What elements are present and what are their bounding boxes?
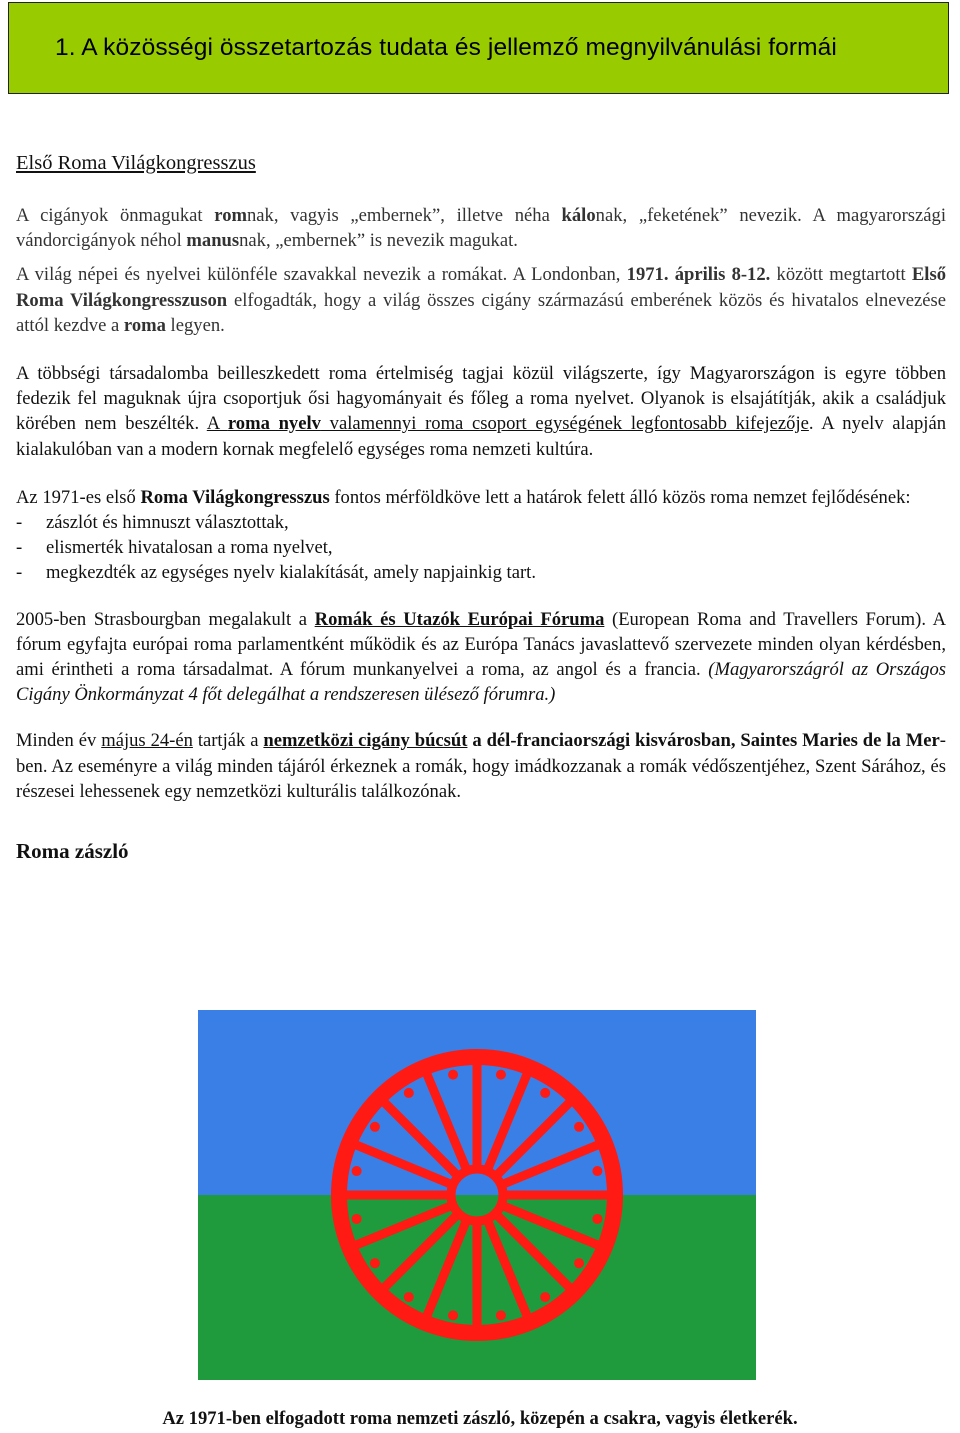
chakra-dot bbox=[540, 1292, 550, 1302]
underlined-bold-term: Romák és Utazók Európai Fóruma bbox=[314, 608, 605, 630]
bold-date: 1971. április 8-12. bbox=[626, 264, 771, 286]
list-item-text: megkezdték az egységes nyelv kialakítását, amely napjainkig tart. bbox=[46, 562, 536, 584]
text: nak, „feketének” nevezik. A magyarországi vándorcigányok néhol bbox=[16, 205, 946, 252]
flag-caption: Az 1971-ben elfogadott roma nemzeti zászló, közepén a csakra, vagyis életkerék. bbox=[162, 1408, 798, 1429]
chapter-header bbox=[8, 2, 949, 94]
section-title: Első Roma Világkongresszus bbox=[16, 152, 256, 174]
paragraph-names bbox=[16, 203, 946, 253]
roma-flag bbox=[198, 1010, 756, 1380]
bold-place: a dél-franciaországi kisvárosban, Saintes Maries de la Mer bbox=[472, 730, 940, 752]
dash-bullet: - bbox=[16, 537, 23, 559]
chakra-dot bbox=[574, 1258, 584, 1268]
list-item bbox=[16, 535, 946, 560]
bold-term: rom bbox=[214, 205, 247, 226]
chakra-dot bbox=[496, 1310, 506, 1320]
chakra-dot bbox=[592, 1214, 602, 1224]
text: nak, vagyis „embernek”, illetve néha bbox=[246, 205, 562, 226]
bold-term: Roma Világkongresszus bbox=[140, 486, 330, 508]
text: 2005-ben Strasbourgban megalakult a bbox=[16, 608, 315, 630]
dash-bullet: - bbox=[16, 562, 23, 584]
paragraph-forum bbox=[16, 607, 946, 708]
text: Az 1971-es első bbox=[16, 486, 141, 508]
chapter-title: 1. A közösségi összetartozás tudata és jellemző megnyilvánulási formái bbox=[55, 34, 837, 61]
text: A cigányok önmagukat bbox=[16, 205, 215, 226]
chakra-dot bbox=[496, 1070, 506, 1080]
paragraph-pilgrimage bbox=[16, 728, 946, 804]
text: között megtartott bbox=[770, 264, 912, 286]
text: . A nyelv alapján kialakulóban van a modern kornak megfelelő egységes roma nemzeti kultúra. bbox=[16, 413, 946, 460]
bold-term: kálo bbox=[561, 205, 596, 226]
chakra-dot bbox=[448, 1310, 458, 1320]
paragraph-milestone bbox=[16, 485, 946, 510]
paragraph-congress bbox=[16, 262, 946, 338]
chakra-dot bbox=[352, 1166, 362, 1176]
chakra-dot bbox=[592, 1166, 602, 1176]
text: nak, „embernek” is nevezik magukat. bbox=[239, 230, 518, 252]
text: fontos mérföldköve lett a határok felett álló közös roma nemzet fejlődésének: bbox=[329, 486, 911, 508]
chakra-dot bbox=[540, 1088, 550, 1098]
text: elfogadták, hogy a világ összes cigány származású emberének közös és hivatalos elnevezése attól kezdve a bbox=[16, 289, 946, 336]
bold-term: roma bbox=[123, 314, 166, 336]
italic-note: (Magyarországról az Országos Cigány Önkormányzat 4 főt delegálhat a rendszeresen ülésező fórumra.) bbox=[16, 659, 947, 706]
underlined-bold-term: nemzetközi cigány búcsút bbox=[263, 730, 468, 752]
text: Minden év bbox=[16, 730, 102, 752]
list-item bbox=[16, 510, 946, 535]
bold-term: manus bbox=[186, 230, 240, 252]
chakra-dot bbox=[404, 1088, 414, 1098]
bold-term: Első Roma Világkongresszuson bbox=[16, 264, 946, 311]
milestone-list bbox=[16, 510, 946, 586]
text: tartják a bbox=[192, 730, 264, 752]
underlined-date: május 24-én bbox=[101, 730, 193, 752]
text: (European Roma and Travellers Forum). A fórum egyfajta európai roma parlamentként működik és az Európa Tanács javaslattevő szervezete minden olyan kérdésben, ami érintheti a roma társadalmat. A fórum munkanyelvei a roma, az angol és a francia. bbox=[16, 608, 946, 681]
underlined-text: valamennyi roma csoport egységének legfontosabb kifejezője bbox=[320, 413, 809, 435]
document-body bbox=[16, 150, 946, 864]
text: A világ népei és nyelvei különféle szavakkal nevezik a romákat. A Londonban, bbox=[16, 264, 627, 286]
dash-bullet: - bbox=[16, 512, 23, 534]
list-item-text: zászlót és himnuszt választottak, bbox=[46, 512, 289, 534]
list-item-text: elismerték hivatalosan a roma nyelvet, bbox=[46, 537, 333, 559]
paragraph-language bbox=[16, 361, 946, 462]
chakra-dot bbox=[352, 1214, 362, 1224]
chakra-dot bbox=[404, 1292, 414, 1302]
text: -ben. Az eseményre a világ minden tájáról érkeznek a romák, hogy imádkozzanak a romák védőszentjéhez, Szent Sárához, és részesei lehessenek egy nemzetközi kulturális találkozónak. bbox=[16, 730, 946, 802]
underlined-bold-term: roma nyelv bbox=[227, 413, 321, 435]
text: A többségi társadalomba beilleszkedett roma értelmiség tagjai közül világszerte, így Magyarországon is egyre többen fedezik fel maguknak újra csoportjuk ősi hagyományait és főleg a roma nyelvet. Olyanok is elsajátítják, akik a családjuk körében nem beszélték. bbox=[16, 363, 946, 435]
text: legyen. bbox=[165, 314, 225, 336]
chakra-dot bbox=[370, 1258, 380, 1268]
chakra-dot bbox=[448, 1070, 458, 1080]
list-item bbox=[16, 560, 946, 585]
chakra-dot bbox=[370, 1122, 380, 1132]
chakra-dot bbox=[574, 1122, 584, 1132]
flag-section-title: Roma zászló bbox=[16, 839, 129, 864]
underlined-text: A bbox=[206, 413, 228, 435]
